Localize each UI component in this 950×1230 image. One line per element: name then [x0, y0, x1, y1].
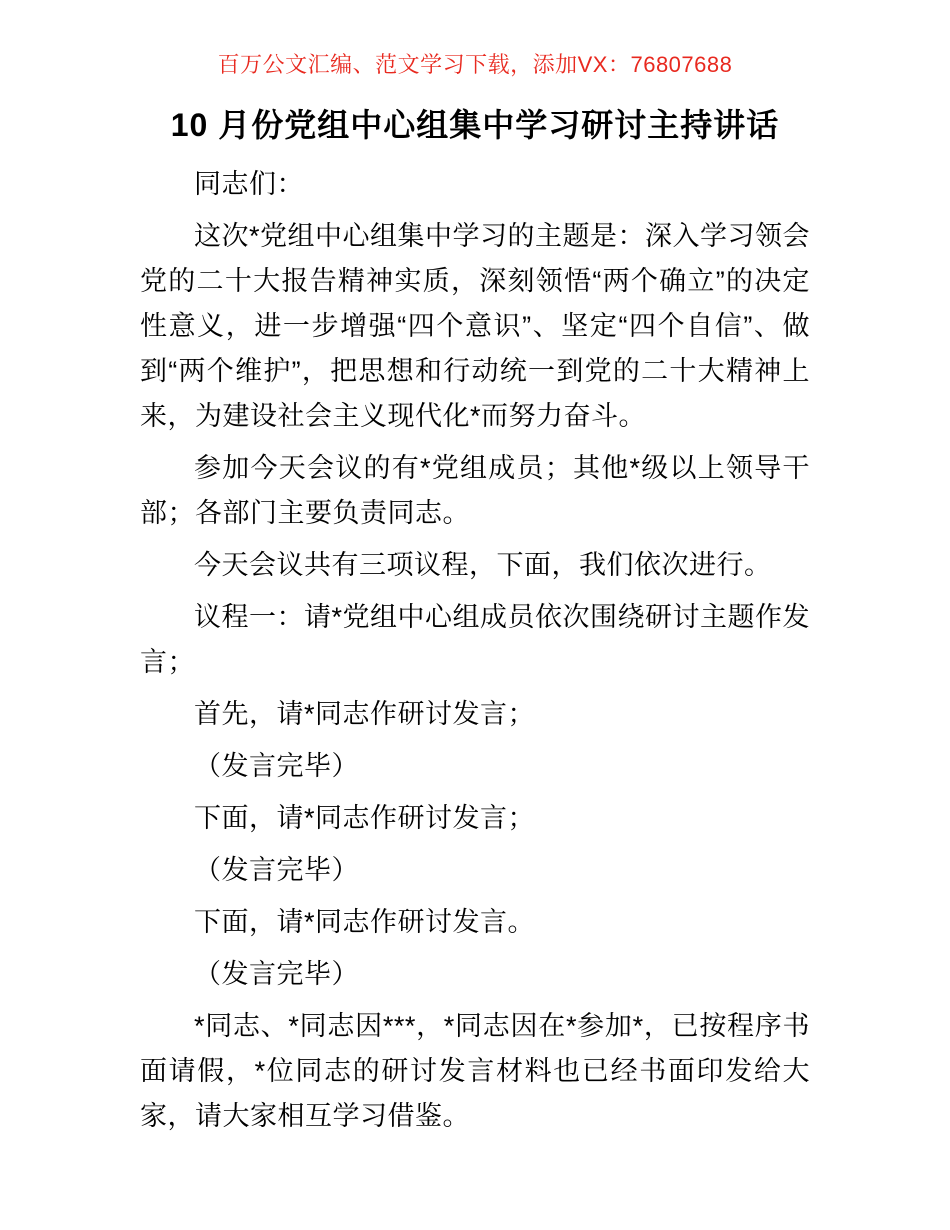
document-title: 10 月份党组中心组集中学习研讨主持讲话: [170, 107, 780, 143]
watermark-text: 百万公文汇编、范文学习下载，添加VX：76807688: [217, 52, 733, 77]
document-body: [140, 162, 810, 1139]
paragraph: （发言完毕）: [194, 751, 359, 781]
paragraph: 今天会议共有三项议程，下面，我们依次进行。: [194, 550, 772, 580]
paragraph: （发言完毕）: [194, 855, 359, 885]
paragraph: 下面，请*同志作研讨发言；: [194, 803, 536, 833]
paragraph: 下面，请*同志作研讨发言。: [194, 907, 536, 937]
paragraph: （发言完毕）: [194, 959, 359, 989]
paragraph: 这次*党组中心组集中学习的主题是：深入学习领会党的二十大报告精神实质，深刻领悟“两个确立”的决定性意义，进一步增强“四个意识”、坚定“四个自信”、做到“两个维护”，把思想和行动统一到党的二十大精神上来，为建设社会主义现代化*而努力奋斗。: [140, 221, 811, 431]
paragraph: *同志、*同志因***，*同志因在*参加*，已按程序书面请假，*位同志的研讨发言材料也已经书面印发给大家，请大家相互学习借鉴。: [140, 1011, 810, 1131]
paragraph: 首先，请*同志作研讨发言；: [194, 699, 536, 729]
paragraph: 议程一：请*党组中心组成员依次围绕研讨主题作发言；: [140, 602, 811, 677]
paragraph: 参加今天会议的有*党组成员；其他*级以上领导干部；各部门主要负责同志。: [140, 453, 810, 528]
paragraph-salutation: 同志们：: [194, 169, 304, 199]
